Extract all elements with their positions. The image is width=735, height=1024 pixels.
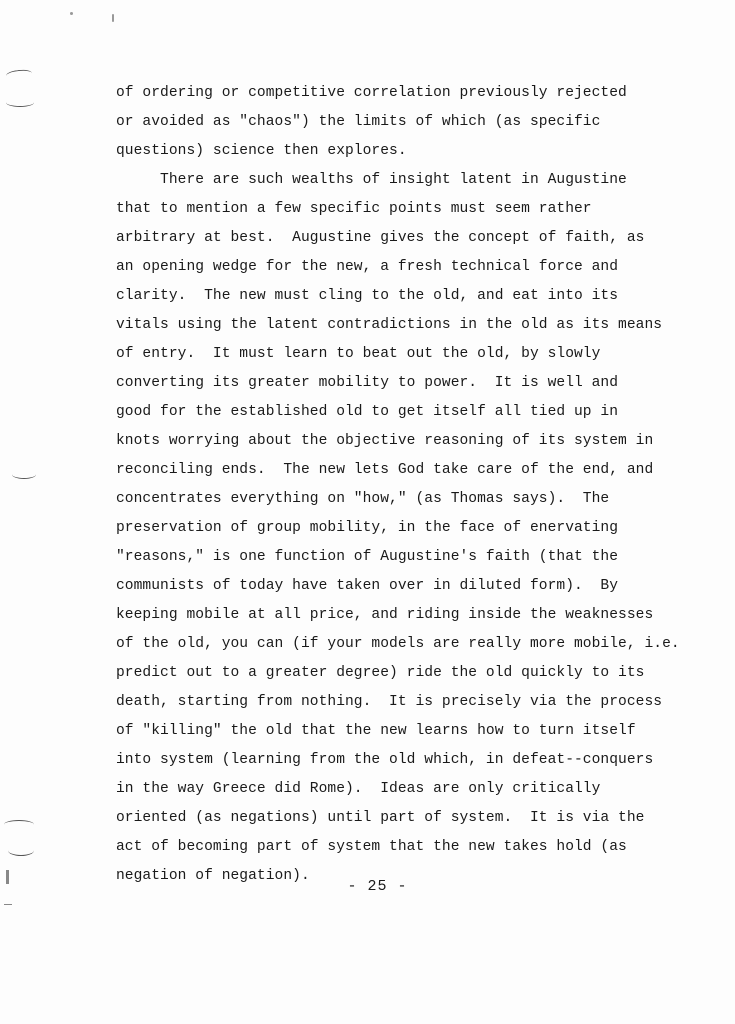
scan-speck	[112, 14, 114, 22]
text-line: communists of today have taken over in diluted form). By	[116, 578, 619, 594]
scan-margin-mark	[6, 98, 34, 107]
page-number: - 25 -	[347, 878, 408, 895]
scan-margin-mark	[4, 820, 34, 829]
text-line: knots worrying about the objective reasoning of its system in	[116, 433, 654, 449]
text-line: act of becoming part of system that the new takes hold (as	[116, 839, 627, 855]
body-text	[116, 79, 680, 891]
text-line: clarity. The new must cling to the old, and eat into its	[116, 288, 619, 304]
text-line: reconciling ends. The new lets God take care of the end, and	[116, 462, 654, 478]
text-line: preservation of group mobility, in the face of enervating	[116, 520, 619, 536]
text-line: There are such wealths of insight latent in Augustine	[116, 172, 627, 188]
scan-margin-mark	[8, 845, 34, 856]
text-line: of ordering or competitive correlation previously rejected	[116, 85, 627, 101]
text-line: oriented (as negations) until part of system. It is via the	[116, 810, 645, 826]
text-line: keeping mobile at all price, and riding inside the weaknesses	[116, 607, 654, 623]
text-line: "reasons," is one function of Augustine's faith (that the	[116, 549, 619, 565]
text-line: vitals using the latent contradictions in the old as its means	[116, 317, 663, 333]
text-line: questions) science then explores.	[116, 143, 407, 159]
text-line: in the way Greece did Rome). Ideas are only critically	[116, 781, 601, 797]
text-line: death, starting from nothing. It is precisely via the process	[116, 694, 663, 710]
text-line: or avoided as "chaos") the limits of which (as specific	[116, 114, 601, 130]
text-line: that to mention a few specific points must seem rather	[116, 201, 592, 217]
scan-margin-mark	[6, 69, 33, 81]
text-line: good for the established old to get itself all tied up in	[116, 404, 619, 420]
scan-speck	[4, 904, 12, 905]
text-line: concentrates everything on "how," (as Thomas says). The	[116, 491, 610, 507]
text-line: converting its greater mobility to power. It is well and	[116, 375, 619, 391]
text-line: into system (learning from the old which, in defeat--conquers	[116, 752, 654, 768]
text-line: of entry. It must learn to beat out the old, by slowly	[116, 346, 601, 362]
text-line: negation of negation).	[116, 868, 310, 884]
text-line: predict out to a greater degree) ride the old quickly to its	[116, 665, 645, 681]
text-line: arbitrary at best. Augustine gives the concept of faith, as	[116, 230, 645, 246]
scan-margin-mark	[12, 470, 36, 479]
text-line: of the old, you can (if your models are really more mobile, i.e.	[116, 636, 680, 652]
text-line: of "killing" the old that the new learns how to turn itself	[116, 723, 636, 739]
scan-speck	[70, 12, 73, 15]
text-line: an opening wedge for the new, a fresh technical force and	[116, 259, 619, 275]
